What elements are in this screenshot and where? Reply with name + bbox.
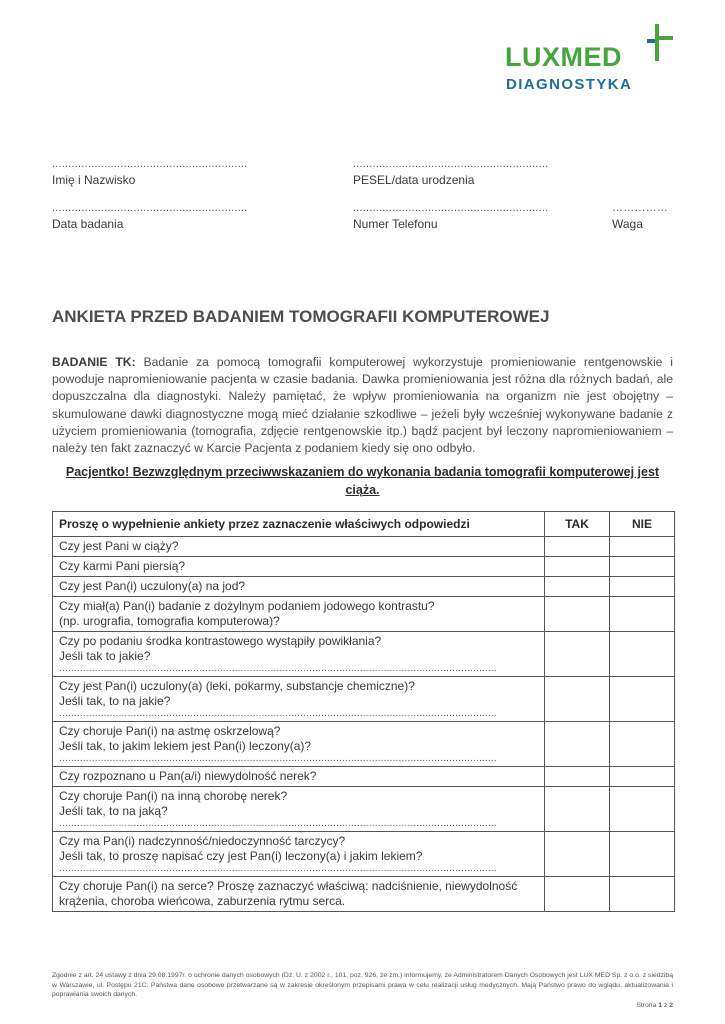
table-row [53,877,675,912]
question-text: Jeśli tak, to proszę napisać czy jest Pan(i) leczony(a) i jakim lekiem? [59,849,423,863]
exam-date-field[interactable] [52,202,247,231]
page-sep: z [663,1002,668,1009]
table-row [53,787,675,832]
phone-field-line: ............................................................ [353,202,549,214]
question-header: Proszę o wypełnienie ankiety przez zaznaczenie właściwych odpowiedzi [53,512,545,537]
question-text: Czy jest Pani w ciąży? [59,539,179,553]
question-cell [53,832,545,877]
question-text: Czy ma Pan(i) nadczynność/niedoczynność tarczycy? [59,834,346,848]
pregnancy-warning: Pacjentko! Bezwzględnym przeciwwskazaniem do wykonania badania tomografii komputerowej jest ciąża. [65,465,660,497]
no-checkbox-cell[interactable] [610,557,675,577]
yes-checkbox-cell[interactable] [545,632,610,677]
question-text: Czy choruje Pan(i) na inną chorobę nerek? [59,789,288,803]
intro-lead: BADANIE TK: [52,355,136,369]
gdpr-footer: Zgodnie z art. 24 ustawy z dnia 29.08.1997r. o ochronie danych osobowych (Dz. U. z 2002 r., 101, poz. 926, ze zm.) informujemy, że Administratorem Danych Osobowych jest LUX MED Sp. z o.o. z siedzibą w Warszawie, ul. Postępu 21C. Państwa dane osobowe przetwarzane są w zakresie określonym przepisami prawa w celu realizacji usług medycznych. Mają Państwo prawo do wglądu, aktualizowania i poprawiania swoich danych. [52,972,673,998]
luxmed-logo [505,22,675,97]
question-text: Czy choruje Pan(i) na serce? Proszę zaznaczyć właściwą: nadciśnienie, niewydolność [59,879,518,893]
questionnaire-table [52,511,675,912]
table-row [53,832,675,877]
yes-checkbox-cell[interactable] [545,722,610,767]
answer-line[interactable]: ................................................................................................................................................... [59,864,497,874]
table-row [53,677,675,722]
question-text: Czy jest Pan(i) uczulony(a) na jod? [59,579,246,593]
no-checkbox-cell[interactable] [610,577,675,597]
question-text: Jeśli tak, to na jaką? [59,804,168,818]
table-row [53,632,675,677]
intro-text: Badanie za pomocą tomografii komputerowej wykorzystuje promieniowanie rentgenowskie i powoduje napromieniowanie pacjenta w czasie badania. Dawka promieniowania jest różna dla różnych badań, ale dopuszczalna dla diagnostyki. Należy pamiętać, że wpływ promieniowania na organizm nie jest obojętny – skumulowane dawki diagnostyczne mogą mieć działanie szkodliwe – jeżeli były wcześniej wykonywane badanie z użyciem promieniowania (tomografia, zdjęcie rentgenowskie itp.) bądź pacjent był leczony napromieniowaniem – należy ten fakt zaznaczyć w Karcie Pacjenta z podaniem kiedy się ono odbyło. [52,355,673,456]
table-row [53,722,675,767]
logo-sub-text: DIAGNOSTYKA [506,76,633,93]
question-text: Czy po podaniu środka kontrastowego wystąpiły powikłania? [59,634,382,648]
logo-brand-text: LUXMED [505,42,622,72]
question-cell [53,722,545,767]
exam-date-field-label: Data badania [52,217,124,231]
table-header-row [53,512,675,537]
question-cell [53,577,545,597]
answer-line[interactable]: ................................................................................................................................................... [59,819,497,829]
no-checkbox-cell[interactable] [610,832,675,877]
yes-checkbox-cell[interactable] [545,597,610,632]
questionnaire-body [53,537,675,912]
phone-field[interactable] [353,202,548,231]
yes-checkbox-cell[interactable] [545,577,610,597]
no-checkbox-cell[interactable] [610,597,675,632]
yes-checkbox-cell[interactable] [545,877,610,912]
answer-line[interactable]: ................................................................................................................................................... [59,664,497,674]
page-number [636,1002,673,1009]
table-row [53,577,675,597]
answer-line[interactable]: ................................................................................................................................................... [59,754,497,764]
weight-field-label: Waga [612,217,643,231]
yes-checkbox-cell[interactable] [545,537,610,557]
question-cell [53,767,545,787]
answer-line[interactable]: ................................................................................................................................................... [59,709,497,719]
weight-field-line: …………… [612,202,668,214]
yes-header: TAK [545,512,610,537]
question-cell [53,677,545,722]
question-cell [53,537,545,557]
no-checkbox-cell[interactable] [610,767,675,787]
intro-paragraph [52,354,673,457]
table-row [53,537,675,557]
exam-date-field-line: ............................................................ [52,202,248,214]
table-row [53,597,675,632]
question-text: Czy choruje Pan(i) na astmę oskrzelową? [59,724,281,738]
name-field-label: Imię i Nazwisko [52,173,136,187]
no-checkbox-cell[interactable] [610,722,675,767]
question-text: (np. urografia, tomografia komputerowa)? [59,614,280,628]
yes-checkbox-cell[interactable] [545,787,610,832]
no-checkbox-cell[interactable] [610,787,675,832]
no-header: NIE [610,512,675,537]
question-cell [53,597,545,632]
pesel-field[interactable] [353,158,548,187]
yes-checkbox-cell[interactable] [545,767,610,787]
no-checkbox-cell[interactable] [610,537,675,557]
weight-field[interactable] [612,202,668,231]
question-text: Czy rozpoznano u Pan(a/i) niewydolność nerek? [59,769,317,783]
question-text: Jeśli tak, to na jakie? [59,694,171,708]
question-cell [53,877,545,912]
medical-cross-icon [647,24,673,62]
table-row [53,557,675,577]
question-cell [53,557,545,577]
yes-checkbox-cell[interactable] [545,557,610,577]
question-text: Jeśli tak, to jakim lekiem jest Pan(i) leczony(a)? [59,739,312,753]
question-text: Jeśli tak to jakie? [59,649,151,663]
yes-checkbox-cell[interactable] [545,677,610,722]
question-cell [53,632,545,677]
question-cell [53,787,545,832]
no-checkbox-cell[interactable] [610,632,675,677]
table-row [53,767,675,787]
question-text: krążenia, choroba wieńcowa, zaburzenia rytmu serca. [59,894,346,908]
page-total: 2 [669,1002,673,1009]
question-text: Czy karmi Pani piersią? [59,559,186,573]
name-field-line: ............................................................ [52,158,248,170]
question-text: Czy miał(a) Pan(i) badanie z dożylnym podaniem jodowego kontrastu? [59,599,435,613]
page-prefix: Strona [636,1002,657,1009]
page-title: ANKIETA PRZED BADANIEM TOMOGRAFII KOMPUTEROWEJ [52,307,550,326]
phone-field-label: Numer Telefonu [353,217,438,231]
pesel-field-line: ............................................................ [353,158,549,170]
name-field[interactable] [52,158,247,187]
yes-checkbox-cell[interactable] [545,832,610,877]
no-checkbox-cell[interactable] [610,877,675,912]
no-checkbox-cell[interactable] [610,677,675,722]
pesel-field-label: PESEL/data urodzenia [353,173,475,187]
page-current: 1 [658,1002,663,1009]
question-text: Czy jest Pan(i) uczulony(a) (leki, pokarmy, substancje chemiczne)? [59,679,415,693]
